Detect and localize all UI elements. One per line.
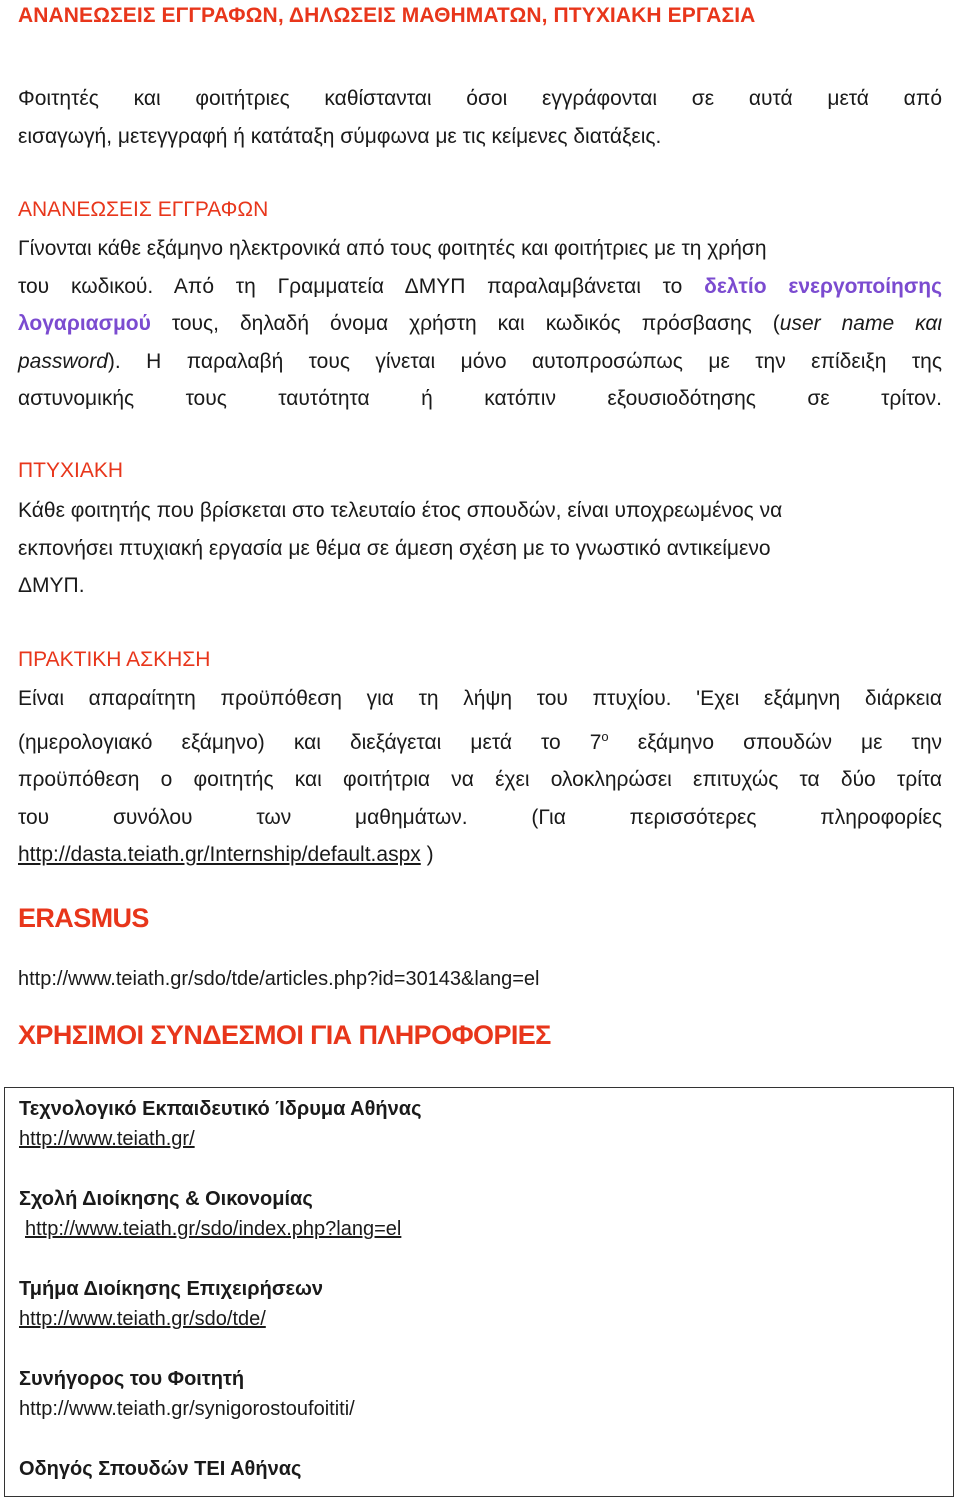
link-title-ombudsman: Συνήγορος του Φοιτητή (19, 1368, 245, 1390)
link-title-school: Σχολή Διοίκησης & Οικονομίας (19, 1188, 313, 1210)
renewals-heading: ΑΝΑΝΕΩΣΕΙΣ ΕΓΓΡΑΦΩΝ (18, 198, 269, 221)
link-department[interactable]: http://www.teiath.gr/sdo/tde/ (19, 1308, 266, 1330)
activation-slip-text: δελτίο ενεργοποίησης (704, 274, 942, 298)
internship-heading: ΠΡΑΚΤΙΚΗ ΑΣΚΗΣΗ (18, 648, 211, 671)
account-text: λογαριασμού (18, 312, 151, 335)
username-text: user name και (779, 312, 943, 335)
link-title-study-guide: Οδηγός Σπουδών ΤΕΙ Αθήνας (19, 1458, 302, 1480)
renewals-line: Γίνονται κάθε εξάμηνο ηλεκτρονικά από τους φοιτητές και φοιτήτριες με τη χρήση (18, 237, 767, 260)
erasmus-url: http://www.teiath.gr/sdo/tde/articles.php?id=30143&lang=el (18, 968, 540, 990)
link-ombudsman: http://www.teiath.gr/synigorostoufoititi/ (19, 1398, 355, 1420)
intro-line: εισαγωγή, μετεγγραφή ή κατάταξη σύμφωνα με τις κείμενες διατάξεις. (18, 124, 662, 148)
internship-line: Είναι απαραίτητη προϋπόθεση για τη λήψη του πτυχίου. 'Εχει εξάμηνη διάρκεια (18, 687, 942, 710)
renewals-line (18, 343, 942, 381)
thesis-line: εκπονήσει πτυχιακή εργασία με θέμα σε άμεση σχέση με το γνωστικό αντικείμενο (18, 536, 771, 560)
internship-text: εξάμηνο σπουδών με την (637, 730, 943, 754)
link-title-department: Τμήμα Διοίκησης Επιχειρήσεων (19, 1278, 324, 1300)
intro-line: Φοιτητές και φοιτήτριες καθίστανται όσοι εγγράφονται σε αυτά μετά από (18, 87, 942, 110)
internship-text: ) (426, 843, 434, 866)
thesis-line: Κάθε φοιτητής που βρίσκεται στο τελευταίο έτος σπουδών, είναι υποχρεωμένος να (18, 499, 783, 522)
internship-text: (ημερολογιακό εξάμηνο) και διεξάγεται μετά το 7 (18, 730, 602, 754)
internship-link[interactable]: http://dasta.teiath.gr/Internship/default.aspx (18, 843, 421, 866)
useful-links-heading: ΧΡΗΣΙΜΟΙ ΣΥΝΔΕΣΜΟΙ ΓΙΑ ΠΛΗΡΟΦΟΡΙΕΣ (18, 1020, 551, 1050)
internship-line: προϋπόθεση ο φοιτητής και φοιτήτρια να έχει ολοκληρώσει επιτυχώς τα δύο τρίτα (18, 768, 942, 791)
useful-links-box (4, 1087, 954, 1497)
internship-line: του συνόλου των μαθημάτων. (Για περισσότερες πληροφορίες (18, 805, 942, 829)
renewals-text: του κωδικού. Από τη Γραμματεία ΔΜΥΠ παραλαμβάνεται το (18, 274, 683, 298)
renewals-paragraph (18, 230, 942, 418)
renewals-text: ). Η παραλαβή τους γίνεται μόνο αυτοπροσώπως με την επίδειξη της (107, 349, 942, 373)
page-title: ΑΝΑΝΕΩΣΕΙΣ ΕΓΓΡΑΦΩΝ, ΔΗΛΩΣΕΙΣ ΜΑΘΗΜΑΤΩΝ, ΠΤΥΧΙΑΚΗ ΕΡΓΑΣΙΑ (18, 4, 756, 27)
erasmus-heading: ERASMUS (18, 903, 149, 933)
internship-paragraph (18, 680, 942, 874)
renewals-line (18, 305, 942, 343)
internship-line (18, 718, 942, 762)
intro-paragraph (18, 80, 942, 155)
internship-line (18, 836, 942, 874)
thesis-line: ΔΜΥΠ. (18, 574, 85, 597)
thesis-heading: ΠΤΥΧΙΑΚΗ (18, 459, 124, 482)
renewals-line: αστυνομικής τους ταυτότητα ή κατόπιν εξουσιοδότησης σε τρίτον. (18, 387, 942, 410)
link-title-tei-athens: Τεχνολογικό Εκπαιδευτικό Ίδρυμα Αθήνας (19, 1098, 422, 1120)
superscript: ο (601, 728, 609, 744)
thesis-paragraph (18, 492, 942, 605)
link-school[interactable]: http://www.teiath.gr/sdo/index.php?lang=el (25, 1218, 402, 1240)
link-tei-athens[interactable]: http://www.teiath.gr/ (19, 1128, 195, 1150)
renewals-text: τους, δηλαδή όνομα χρήστη και κωδικός πρόσβασης ( (171, 312, 780, 335)
password-text: password (18, 349, 108, 373)
renewals-line (18, 268, 942, 306)
